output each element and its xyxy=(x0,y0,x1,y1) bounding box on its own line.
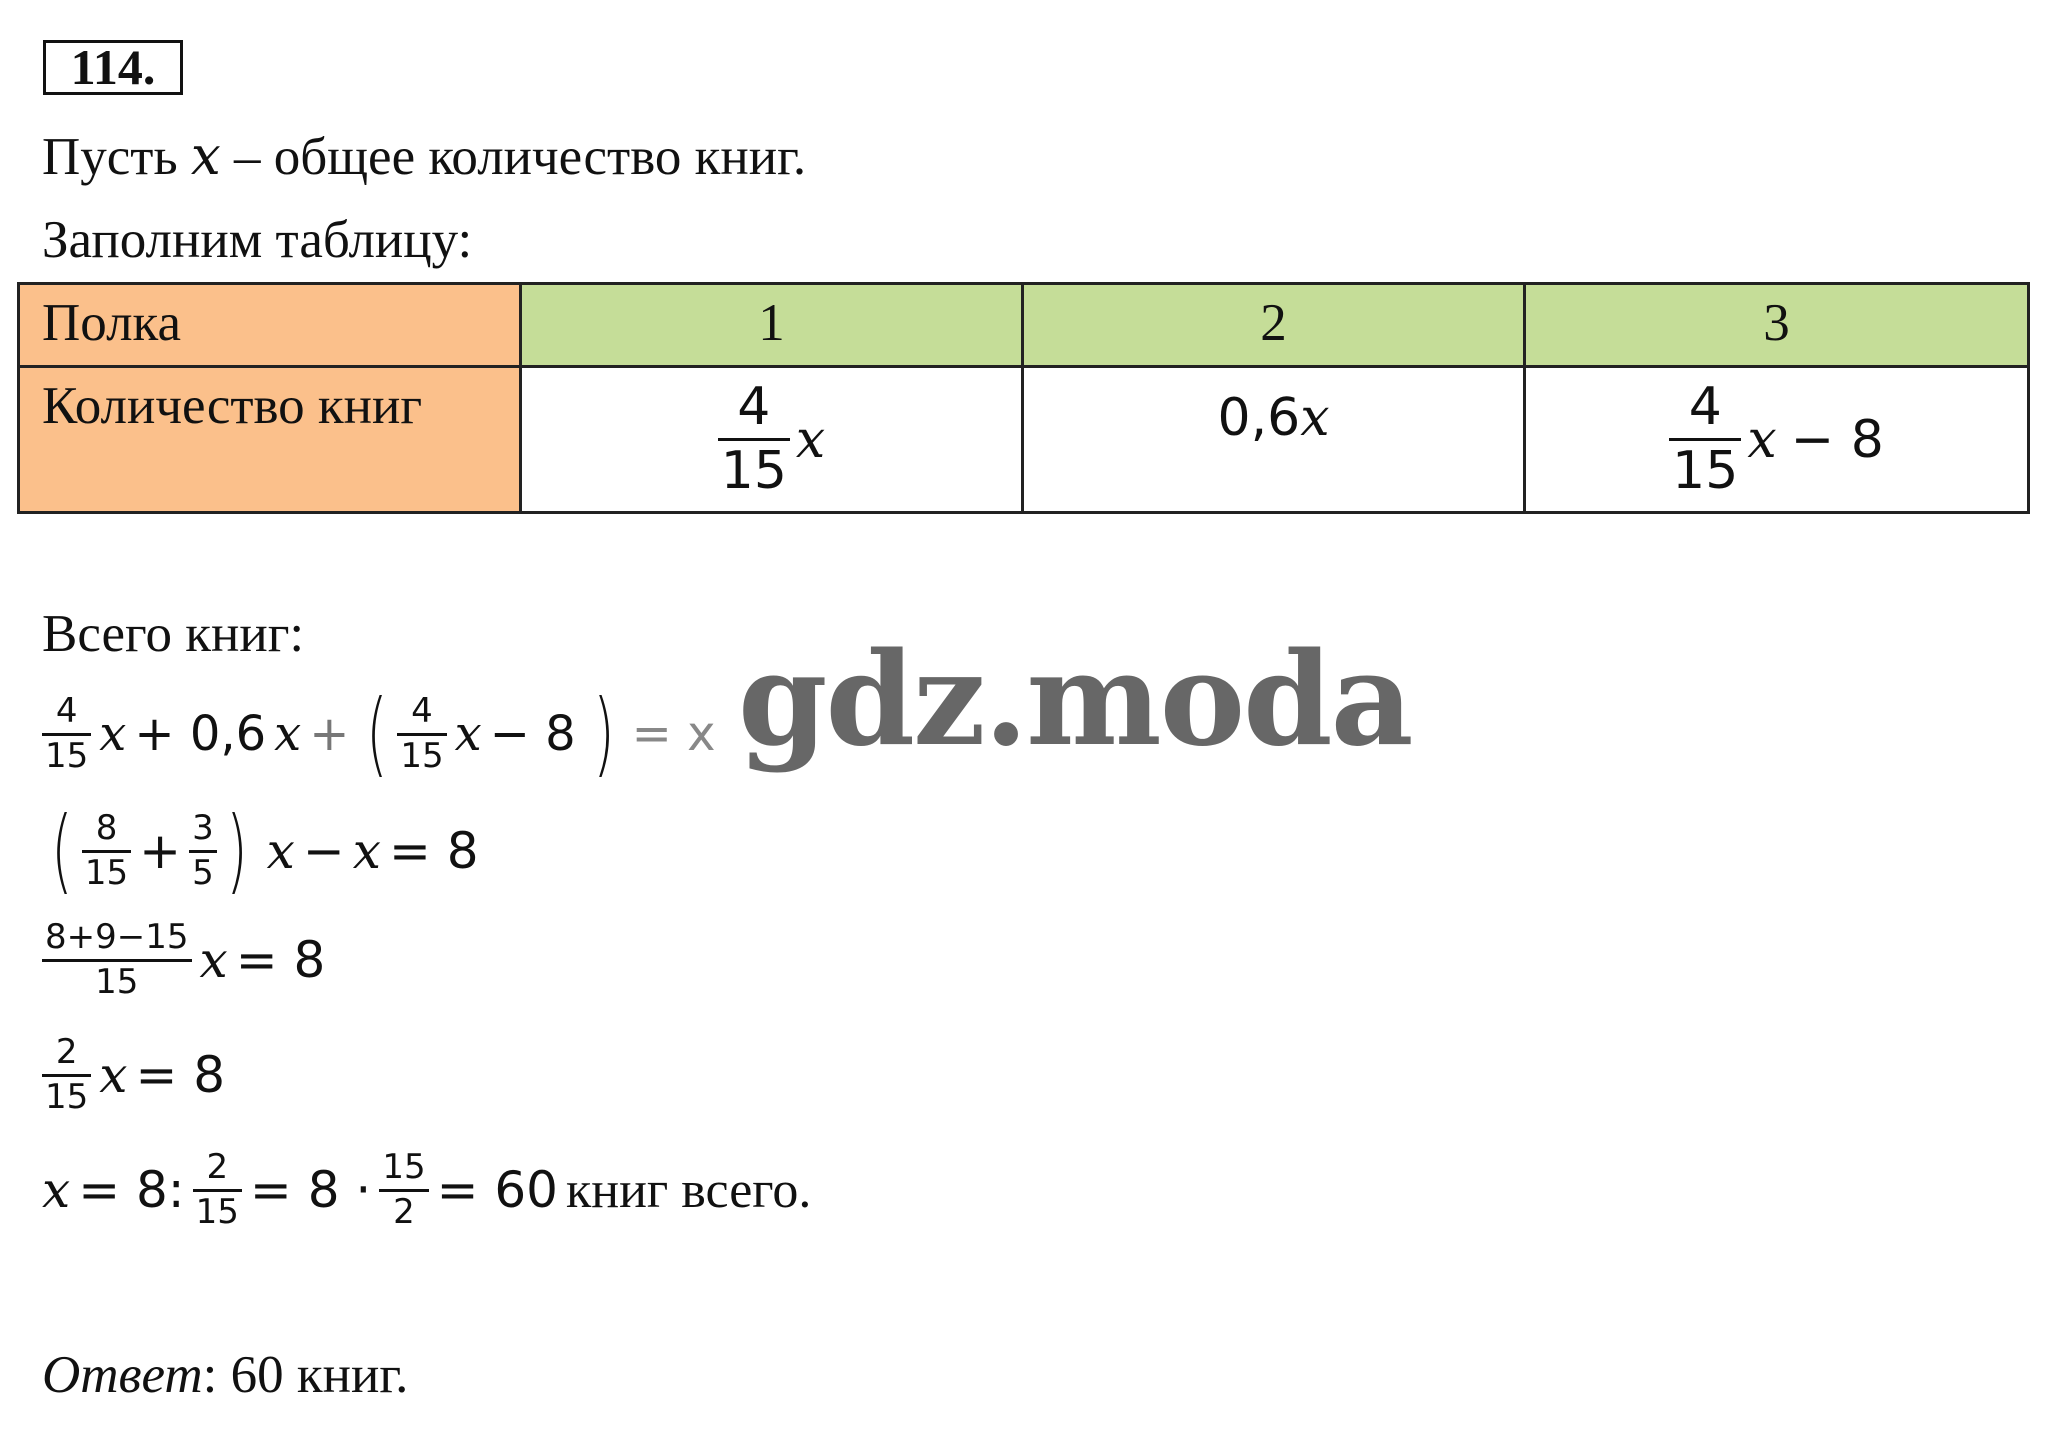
equation-2: ( $\frac{8}{15}$ + $\frac{3}{5}$ ) x − x = 8 xyxy=(51,797,479,904)
intro-line-2: Заполним таблицу: xyxy=(42,211,473,269)
table-header-row xyxy=(19,284,2029,367)
answer-label: Ответ xyxy=(42,1346,203,1404)
books-table xyxy=(17,282,2030,514)
task-number: 114. xyxy=(43,40,183,95)
equation-5: x = 8: $\frac{2}{15}$ = 8 · $\frac{15}{2}$ = 60 книг всего. xyxy=(42,1147,812,1232)
fraction-4-15: $\frac{4}{15}$ xyxy=(1669,380,1741,498)
equation-3: $\frac{8+9-15}{15}$ x = 8 xyxy=(42,920,333,1000)
fraction-4-15: $\frac{4}{15}$ xyxy=(718,380,790,498)
equation-1: $\frac{4}{15}$ x + 0,6 x + ( $\frac{4}{15}$ x − 8 ) = x xyxy=(42,688,724,780)
table-value-label: Количество книг xyxy=(19,367,521,513)
table-col-1: 1 xyxy=(521,284,1023,367)
table-cell-1: $\frac{4}{15}$ x xyxy=(521,367,1023,513)
total-label: Всего книг: xyxy=(42,605,305,663)
intro-line-1: Пусть x – общее количество книг. xyxy=(42,126,807,187)
variable-x: x xyxy=(190,126,221,187)
answer-line: Ответ: 60 книг. xyxy=(42,1346,409,1404)
table-col-3: 3 xyxy=(1525,284,2029,367)
table-value-row xyxy=(19,367,2029,513)
table-cell-2: 0,6x xyxy=(1023,367,1525,513)
table-header-label: Полка xyxy=(19,284,521,367)
table-col-2: 2 xyxy=(1023,284,1525,367)
watermark: gdz.moda xyxy=(738,625,1412,775)
table-cell-3: $\frac{4}{15}$ x − 8 xyxy=(1525,367,2029,513)
equation-4: $\frac{2}{15}$ x = 8 xyxy=(42,1035,233,1115)
